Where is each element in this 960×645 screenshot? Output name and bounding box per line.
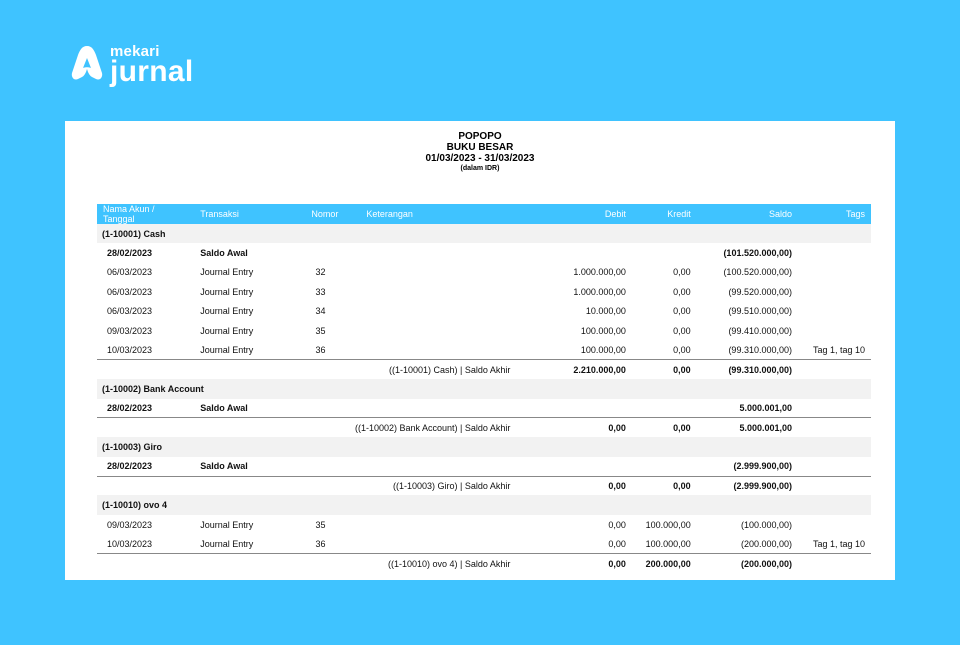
row-description: [360, 534, 516, 553]
report-period: 01/03/2023 - 31/03/2023: [425, 153, 535, 164]
row-debit: 100.000,00: [580, 325, 626, 336]
total-label: ((1-10010) ovo 4) | Saldo Akhir: [97, 554, 516, 573]
table-row[interactable]: [97, 340, 871, 359]
row-tags: [798, 243, 871, 262]
row-tags: [798, 321, 871, 340]
row-number: 32: [315, 267, 326, 278]
row-number: 34: [315, 306, 326, 317]
row-description: [360, 243, 516, 262]
row-number: 35: [315, 519, 326, 530]
row-tags: [798, 282, 871, 301]
row-description: [360, 399, 516, 418]
row-transaction: Journal Entry: [200, 267, 254, 278]
row-description: [360, 515, 516, 534]
row-tags: Tag 1, tag 10: [812, 344, 865, 355]
jurnal-logo-icon: [70, 44, 104, 82]
opening-balance-row[interactable]: [97, 243, 871, 262]
row-date: 06/03/2023: [107, 267, 153, 278]
account-header-row[interactable]: [97, 224, 871, 243]
total-kredit: 0,00: [632, 360, 697, 379]
mekari-jurnal-logo: [70, 44, 193, 87]
row-tags: [798, 457, 871, 476]
row-number: 36: [315, 344, 326, 355]
row-tags: [798, 515, 871, 534]
row-kredit: 0,00: [673, 286, 691, 297]
account-name: (1-10003) Giro: [97, 437, 871, 456]
row-transaction: Journal Entry: [200, 519, 254, 530]
total-kredit: 0,00: [632, 418, 697, 437]
row-debit: 10.000,00: [585, 306, 626, 317]
row-saldo: (99.410.000,00): [728, 325, 792, 336]
row-kredit: 0,00: [673, 267, 691, 278]
col-keterangan: Keterangan: [360, 204, 516, 224]
account-name: (1-10001) Cash: [97, 224, 871, 243]
row-kredit: 0,00: [673, 306, 691, 317]
row-transaction: Saldo Awal: [200, 402, 248, 413]
total-saldo: 5.000.001,00: [697, 418, 798, 437]
row-kredit: 0,00: [673, 344, 691, 355]
row-saldo: 5.000.001,00: [739, 402, 792, 413]
col-tags: Tags: [798, 204, 871, 224]
total-tags: [798, 554, 871, 573]
table-row[interactable]: [97, 515, 871, 534]
row-transaction: Journal Entry: [200, 286, 254, 297]
table-row[interactable]: [97, 534, 871, 553]
row-date: 28/02/2023: [107, 402, 153, 413]
row-date: 28/02/2023: [107, 248, 153, 259]
report-title: BUKU BESAR: [446, 142, 514, 153]
total-saldo: (200.000,00): [697, 554, 798, 573]
total-saldo: (2.999.900,00): [697, 476, 798, 495]
total-debit: 0,00: [516, 418, 631, 437]
row-number: 36: [315, 538, 326, 549]
row-transaction: Journal Entry: [200, 306, 254, 317]
ledger-body: [97, 224, 871, 573]
row-number: [289, 457, 360, 476]
col-nomor: Nomor: [289, 204, 360, 224]
report-header: [65, 121, 895, 172]
total-tags: [798, 360, 871, 379]
row-debit: [516, 243, 631, 262]
row-saldo: (101.520.000,00): [723, 248, 792, 259]
row-tags: [798, 302, 871, 321]
table-header-row: [97, 204, 871, 224]
table-row[interactable]: [97, 302, 871, 321]
row-saldo: (99.520.000,00): [728, 286, 792, 297]
account-header-row[interactable]: [97, 437, 871, 456]
account-header-row[interactable]: [97, 379, 871, 398]
col-saldo: Saldo: [697, 204, 798, 224]
row-date: 28/02/2023: [107, 461, 153, 472]
row-date: 06/03/2023: [107, 286, 153, 297]
row-transaction: Saldo Awal: [200, 461, 248, 472]
row-tags: [798, 263, 871, 282]
row-saldo: (100.000,00): [740, 519, 792, 530]
company-name: POPOPO: [458, 131, 502, 142]
row-kredit: 100.000,00: [645, 538, 691, 549]
total-debit: 2.210.000,00: [516, 360, 631, 379]
opening-balance-row[interactable]: [97, 457, 871, 476]
closing-balance-row[interactable]: [97, 554, 871, 573]
row-debit: 100.000,00: [580, 344, 626, 355]
total-debit: 0,00: [516, 554, 631, 573]
row-description: [360, 263, 516, 282]
row-kredit: 0,00: [673, 325, 691, 336]
row-debit: 1.000.000,00: [573, 286, 626, 297]
brand-big-text: jurnal: [110, 55, 194, 88]
account-header-row[interactable]: [97, 495, 871, 514]
table-row[interactable]: [97, 321, 871, 340]
currency-note: (dalam IDR): [460, 165, 500, 172]
row-debit: 1.000.000,00: [573, 267, 626, 278]
table-row[interactable]: [97, 282, 871, 301]
closing-balance-row[interactable]: [97, 418, 871, 437]
total-label: ((1-10003) Giro) | Saldo Akhir: [97, 476, 516, 495]
total-kredit: 0,00: [632, 476, 697, 495]
row-description: [360, 321, 516, 340]
closing-balance-row[interactable]: [97, 476, 871, 495]
row-kredit: [632, 243, 697, 262]
col-debit: Debit: [516, 204, 631, 224]
row-saldo: (100.520.000,00): [723, 267, 792, 278]
total-tags: [798, 418, 871, 437]
row-transaction: Saldo Awal: [200, 248, 248, 259]
total-tags: [798, 476, 871, 495]
ledger-report: [65, 121, 895, 580]
row-date: 10/03/2023: [107, 344, 153, 355]
row-tags: [798, 399, 871, 418]
row-transaction: Journal Entry: [200, 538, 254, 549]
row-saldo: (99.510.000,00): [728, 306, 792, 317]
opening-balance-row[interactable]: [97, 399, 871, 418]
row-transaction: Journal Entry: [200, 344, 254, 355]
row-description: [360, 302, 516, 321]
row-debit: [516, 399, 631, 418]
ledger-table: [97, 204, 871, 573]
total-label: ((1-10001) Cash) | Saldo Akhir: [97, 360, 516, 379]
account-name: (1-10002) Bank Account: [97, 379, 871, 398]
row-number: [289, 243, 360, 262]
row-kredit: 100.000,00: [645, 519, 691, 530]
row-debit: [516, 457, 631, 476]
row-number: 33: [315, 286, 326, 297]
row-date: 09/03/2023: [107, 325, 153, 336]
row-date: 10/03/2023: [107, 538, 153, 549]
col-kredit: Kredit: [632, 204, 697, 224]
row-kredit: [632, 399, 697, 418]
account-name: (1-10010) ovo 4: [97, 495, 871, 514]
row-debit: 0,00: [608, 538, 626, 549]
row-number: 35: [315, 325, 326, 336]
row-description: [360, 282, 516, 301]
table-row[interactable]: [97, 263, 871, 282]
row-saldo: (200.000,00): [740, 538, 792, 549]
total-kredit: 200.000,00: [632, 554, 697, 573]
row-tags: Tag 1, tag 10: [812, 538, 865, 549]
row-debit: 0,00: [608, 519, 626, 530]
col-nama-akun: Nama Akun / Tanggal: [97, 204, 194, 224]
row-saldo: (2.999.900,00): [733, 461, 792, 472]
col-transaksi: Transaksi: [194, 204, 289, 224]
closing-balance-row[interactable]: [97, 360, 871, 379]
row-description: [360, 457, 516, 476]
total-label: ((1-10002) Bank Account) | Saldo Akhir: [97, 418, 516, 437]
row-date: 09/03/2023: [107, 519, 153, 530]
total-debit: 0,00: [516, 476, 631, 495]
total-saldo: (99.310.000,00): [697, 360, 798, 379]
brand-small-text: mekari: [110, 43, 160, 60]
row-kredit: [632, 457, 697, 476]
row-transaction: Journal Entry: [200, 325, 254, 336]
row-description: [360, 340, 516, 359]
row-date: 06/03/2023: [107, 306, 153, 317]
row-saldo: (99.310.000,00): [728, 344, 792, 355]
row-number: [289, 399, 360, 418]
